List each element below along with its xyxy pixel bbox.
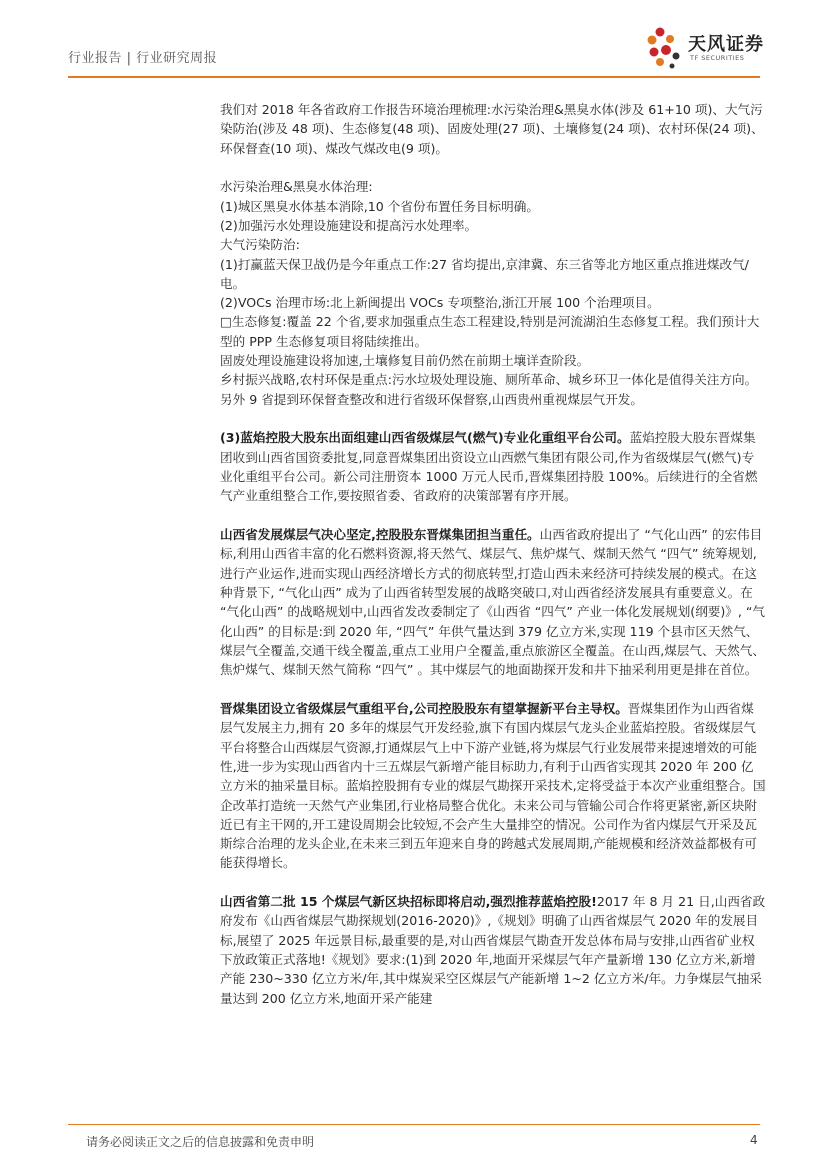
list-item: (2)VOCs 治理市场:北上新闽提出 VOCs 专项整治,浙江开展 100 个治理项目。 <box>220 295 660 311</box>
list-item: 大气污染防治: <box>220 237 300 253</box>
list-item: 水污染治理&黑臭水体治理: <box>220 179 373 195</box>
section-6-text: 2017 年 8 月 21 日,山西省政府发布《山西省煤层气勘探规划(2016-2020)》,《规划》明确了山西省煤层气 2020 年的发展目标,展望了 2025 年远景目标,最重要的是,对山西省煤层气勘查开发总体布局与安排,山西省矿业权下放政策正式落地!《规划》要求:(1)到 2020 年,地面开采煤层气年产量新增 130 亿立方米,新增产能 230~330 亿立方米/年,其中煤炭采空区煤层气产能新增 1~2 亿立方米/年。力争煤层气抽采量达到 200 亿立方米,地面开采产能建 <box>220 894 766 1006</box>
footer-disclaimer: 请务必阅读正文之后的信息披露和免责申明 <box>86 1135 315 1149</box>
header-breadcrumb: 行业报告 | 行业研究周报 <box>68 51 218 66</box>
list-item: (2)加强污水处理设施建设和提高污水处理率。 <box>220 217 478 233</box>
logo-english-name: TF SECURITIES <box>690 54 745 62</box>
section-4-text: 山西省政府提出了 “气化山西” 的宏伟目标,利用山西省丰富的化石燃料资源,将天然气、煤层气、焦炉煤气、煤制天然气 “四气” 统筹规划,进行产业运作,进而实现山西经济增长方式的彻底转型,打造山西未来经济可持续发展的模式。在这种背景下, “气化山西” 成为了山西省转型发展的战略突破口,对山西省经济发展具有重要意义。在 “气化山西” 的战略规划中,山西省发改委制定了《山西省 “四气” 产业一体化发展规划(纲要)》, “气化山西” 的目标是:到 2020 年, “四气” 年供气量达到 379 亿立方米,实现 119 个县市区天然气、煤层气全覆盖,交通干线全覆盖,重点工业用户全覆盖,重点旅游区全覆盖。在山西,煤层气、天然气、焦炉煤气、煤制天然气简称 “四气” 。其中煤层气的地面勘探开发和井下抽采利用更是排在首位。 <box>220 527 766 678</box>
section-3-paragraph <box>220 428 766 505</box>
section-6-heading: 山西省第二批 15 个煤层气新区块招标即将启动,强烈推荐蓝焰控股! <box>220 894 597 910</box>
list-item: 乡村振兴战略,农村环保是重点:污水垃圾处理设施、厕所革命、城乡环卫一体化是值得关注方向。 <box>220 372 758 388</box>
section-3-text: 蓝焰控股大股东晋煤集团收到山西省国资委批复,同意晋煤集团出资设立山西燃气集团有限公司,作为省级煤层气(燃气)专业化重组平台公司。新公司注册资本 1000 万元人民币,晋煤集团持股 100%。后续进行的全省燃气产业重组整合工作,要按照省委、省政府的决策部署有序开展。 <box>220 430 758 504</box>
section-4-heading: 山西省发展煤层气决心坚定,控股股东晋煤集团担当重任。 <box>220 527 540 543</box>
page-number: 4 <box>750 1133 758 1147</box>
list-item: (1)打赢蓝天保卫战仍是今年重点工作:27 省均提出,京津冀、东三省等北方地区重点推进煤改气/电。 <box>220 256 749 291</box>
logo-chinese-name: 天风证券 <box>688 34 764 55</box>
list-item: 另外 9 省提到环保督查整改和进行省级环保督察,山西贵州重视煤层气开发。 <box>220 391 644 407</box>
flower-logo-icon <box>646 26 686 70</box>
section-5-heading: 晋煤集团设立省级煤层气重组平台,公司控股股东有望掌握新平台主导权。 <box>220 701 628 717</box>
list-item: 固废处理设施建设将加速,土壤修复目前仍然在前期土壤详查阶段。 <box>220 353 590 369</box>
header-divider <box>68 76 760 78</box>
footer-divider <box>68 1124 760 1125</box>
report-body <box>220 100 766 1008</box>
section-5-text: 晋煤集团作为山西省煤层气发展主力,拥有 20 多年的煤层气开发经验,旗下有国内煤层气龙头企业蓝焰控股。省级煤层气平台将整合山西煤层气资源,打通煤层气上中下游产业链,将为煤层气行业发展带来提速增效的可能性,进一步为实现山西省内十三五煤层气新增产能目标助力,有利于山西省实现其 2020 年 200 亿立方米的抽采量目标。蓝焰控股拥有专业的煤层气勘探开采技术,定将受益于本次产业重组整合。国企改革打造统一天然气产业集团,行业格局整合优化。未来公司与管输公司合作将更紧密,新区块附近已有主干网的,开工建设周期会比较短,不会产生大量排空的情况。公司作为省内煤层气开采及瓦斯综合治理的龙头企业,在未来三到五年迎来自身的跨越式发展周期,产能规模和经济效益都极有可能获得增长。 <box>220 701 766 871</box>
intro-paragraph: 我们对 2018 年各省政府工作报告环境治理梳理:水污染治理&黑臭水体(涉及 61+10 项)、大气污染防治(涉及 48 项)、生态修复(48 项)、固废处理(27 项)、土壤修复(24 项)、农村环保(24 项)、环保督查(10 项)、煤改气煤改电(9 项)。 <box>220 102 764 156</box>
company-logo <box>646 24 766 72</box>
list-item: (1)城区黑臭水体基本消除,10 个省份布置任务目标明确。 <box>220 198 539 214</box>
list-item: □生态修复:覆盖 22 个省,要求加强重点生态工程建设,特别是河流湖泊生态修复工程。我们预计大型的 PPP 生态修复项目将陆续推出。 <box>220 314 760 349</box>
section-3-heading: (3)蓝焰控股大股东出面组建山西省级煤层气(燃气)专业化重组平台公司。 <box>220 430 630 446</box>
section-5-paragraph <box>220 699 766 873</box>
section-4-paragraph <box>220 525 766 679</box>
section-6-paragraph <box>220 892 766 1008</box>
